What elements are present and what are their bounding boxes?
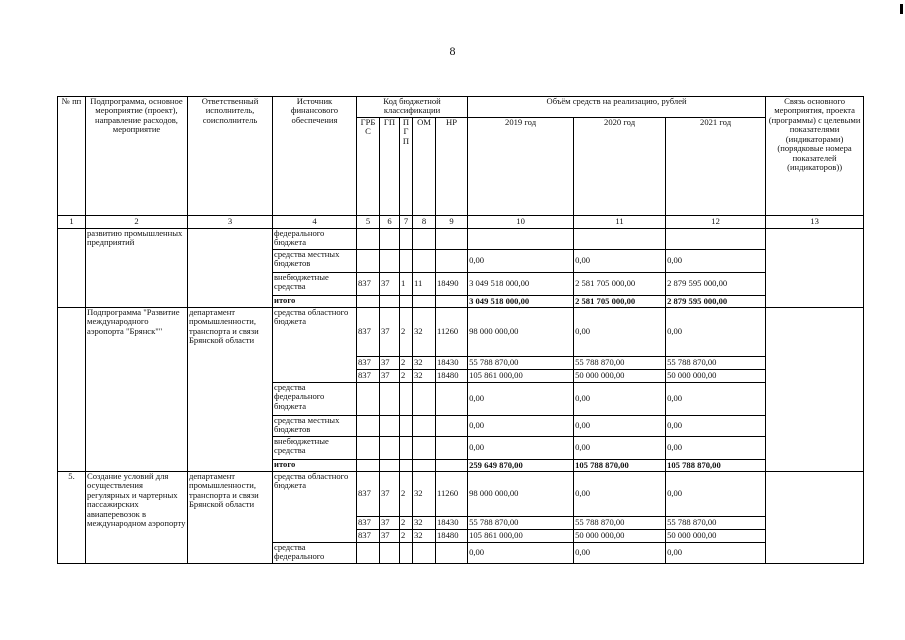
budget-table	[57, 96, 864, 564]
total-label: итого	[273, 460, 357, 472]
header-nr: НР	[436, 118, 468, 216]
colnum: 10	[468, 216, 574, 229]
value-cell: 0,00	[666, 437, 766, 460]
value-cell: 50 000 000,00	[666, 370, 766, 383]
total-value: 3 049 518 000,00	[468, 296, 574, 308]
source-cell: средства областного бюджета	[273, 472, 357, 543]
value-cell: 0,00	[666, 543, 766, 564]
header-2019: 2019 год	[468, 118, 574, 216]
total-value: 105 788 870,00	[666, 460, 766, 472]
value-cell: 55 788 870,00	[666, 517, 766, 530]
total-label: итого	[273, 296, 357, 308]
header-link: Связь основного мероприятия, проекта (программы) с целевыми показателями (индикаторами) (порядковые номера показателей (индикаторов))	[766, 97, 864, 216]
value-cell: 2 879 595 000,00	[666, 273, 766, 296]
colnum: 11	[574, 216, 666, 229]
source-cell: средства областного бюджета	[273, 308, 357, 383]
row-number: 5.	[58, 472, 86, 564]
value-cell: 0,00	[468, 543, 574, 564]
source-cell: средства местных бюджетов	[273, 416, 357, 437]
executor-cell: департамент промышленности, транспорта и связи Брянской области	[188, 472, 273, 564]
value-cell: 0,00	[666, 383, 766, 416]
header-num: № пп	[58, 97, 86, 216]
scan-edge-mark	[900, 4, 903, 14]
table-row: 837 37 2 32 18430 55 788 870,00 55 788 870,00 55 788 870,00	[58, 357, 864, 370]
value-cell: 105 861 000,00	[468, 370, 574, 383]
header-volume-group: Объём средств на реализацию, рублей	[468, 97, 766, 118]
header-source: Источник финансового обеспечения	[273, 97, 357, 216]
colnum: 3	[188, 216, 273, 229]
value-cell: 0,00	[574, 308, 666, 357]
source-cell: внебюджетные средства	[273, 273, 357, 296]
value-cell: 98 000 000,00	[468, 308, 574, 357]
colnum: 2	[86, 216, 188, 229]
value-cell: 105 861 000,00	[468, 530, 574, 543]
source-cell: внебюджетные средства	[273, 437, 357, 460]
value-cell: 98 000 000,00	[468, 472, 574, 517]
header-om: ОМ	[413, 118, 436, 216]
table-row: 837 37 2 32 18430 55 788 870,00 55 788 870,00 55 788 870,00	[58, 517, 864, 530]
colnum: 4	[273, 216, 357, 229]
value-cell: 50 000 000,00	[666, 530, 766, 543]
header-grbs: ГРБС	[357, 118, 380, 216]
colnum: 1	[58, 216, 86, 229]
source-cell: федерального бюджета	[273, 229, 357, 250]
colnum: 7	[400, 216, 413, 229]
value-cell: 0,00	[574, 543, 666, 564]
value-cell: 0,00	[574, 383, 666, 416]
header-2021: 2021 год	[666, 118, 766, 216]
value-cell: 55 788 870,00	[666, 357, 766, 370]
value-cell: 0,00	[666, 472, 766, 517]
header-gp: ГП	[380, 118, 400, 216]
table-row: 837 37 2 32 18480 105 861 000,00 50 000 000,00 50 000 000,00	[58, 370, 864, 383]
value-cell: 0,00	[468, 383, 574, 416]
colnum: 13	[766, 216, 864, 229]
source-cell: средства федерального	[273, 543, 357, 564]
value-cell: 2 581 705 000,00	[574, 273, 666, 296]
total-value: 105 788 870,00	[574, 460, 666, 472]
total-value: 2 581 705 000,00	[574, 296, 666, 308]
value-cell: 0,00	[468, 437, 574, 460]
value-cell: 0,00	[574, 437, 666, 460]
total-value: 259 649 870,00	[468, 460, 574, 472]
subprogram-name: развитию промышленных предприятий	[86, 229, 188, 308]
header-subprogram: Подпрограмма, основное мероприятие (проект), направление расходов, мероприятие	[86, 97, 188, 216]
value-cell: 55 788 870,00	[574, 357, 666, 370]
table-row: внебюджетные средства 837 37 1 11 18490 3 049 518 000,00 2 581 705 000,00 2 879 595 000,00	[58, 273, 864, 296]
value-cell: 0,00	[666, 308, 766, 357]
colnum: 8	[413, 216, 436, 229]
total-value: 2 879 595 000,00	[666, 296, 766, 308]
colnum: 5	[357, 216, 380, 229]
value-cell: 0,00	[468, 416, 574, 437]
value-cell: 50 000 000,00	[574, 370, 666, 383]
header-pgp: ПГП	[400, 118, 413, 216]
value-cell: 0,00	[574, 250, 666, 273]
table-row	[58, 229, 864, 250]
page-number: 8	[449, 44, 456, 58]
value-cell: 55 788 870,00	[468, 357, 574, 370]
value-cell: 0,00	[666, 250, 766, 273]
table-row: 5. Создание условий для осуществления регулярных и чартерных пассажирских авиаперевозок в международном аэропорту департамент промышленности, транспорта и связи Брянской области средства областного бюджета 837 37 2 32 11260 98 000 000,00 0,00 0,00	[58, 472, 864, 517]
header-2020: 2020 год	[574, 118, 666, 216]
table-header-row	[58, 97, 864, 118]
source-cell: средства федерального бюджета	[273, 383, 357, 416]
header-executor: Ответственный исполнитель, соисполнитель	[188, 97, 273, 216]
value-cell: 50 000 000,00	[574, 530, 666, 543]
table-row: 837 37 2 32 18480 105 861 000,00 50 000 000,00 50 000 000,00	[58, 530, 864, 543]
colnum: 9	[436, 216, 468, 229]
value-cell: 55 788 870,00	[574, 517, 666, 530]
value-cell: 0,00	[666, 416, 766, 437]
value-cell: 0,00	[574, 472, 666, 517]
colnum: 12	[666, 216, 766, 229]
header-code-group: Код бюджетной классификации	[357, 97, 468, 118]
table-row: Подпрограмма "Развитие международного аэропорта "Брянск"" департамент промышленности, транспорта и связи Брянской области средства областного бюджета 837 37 2 32 11260 98 000 000,00 0,00 0,00	[58, 308, 864, 357]
executor-cell: департамент промышленности, транспорта и связи Брянской области	[188, 308, 273, 472]
source-cell: средства местных бюджетов	[273, 250, 357, 273]
value-cell: 55 788 870,00	[468, 517, 574, 530]
colnum: 6	[380, 216, 400, 229]
value-cell: 3 049 518 000,00	[468, 273, 574, 296]
value-cell: 0,00	[574, 416, 666, 437]
column-number-row	[58, 216, 864, 229]
value-cell: 0,00	[468, 250, 574, 273]
subprogram-name: Подпрограмма "Развитие международного аэропорта "Брянск""	[86, 308, 188, 472]
measure-name: Создание условий для осуществления регулярных и чартерных пассажирских авиаперевозок в международном аэропорту	[86, 472, 188, 564]
